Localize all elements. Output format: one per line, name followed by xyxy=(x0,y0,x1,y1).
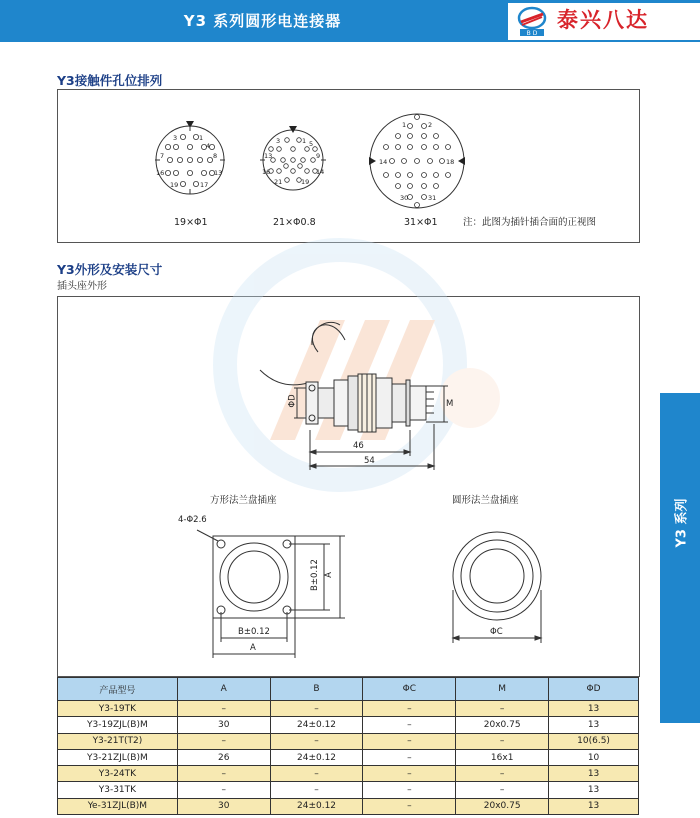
table-cell: 10(6.5) xyxy=(549,733,639,749)
pin-label: 7 xyxy=(160,152,165,160)
pin-label: 30 xyxy=(400,194,409,202)
round-flange-title: 圆形法兰盘插座 xyxy=(452,495,519,506)
table-cell: 30 xyxy=(177,717,270,733)
table-cell: 26 xyxy=(177,749,270,765)
pin-label: 4 xyxy=(206,142,211,150)
table-cell: – xyxy=(456,733,549,749)
table-cell: 24±0.12 xyxy=(270,717,363,733)
dim-m: M xyxy=(446,399,454,409)
dim-b-vertical: B±0.12 xyxy=(309,559,320,591)
header-a: A xyxy=(177,678,270,701)
table-cell: – xyxy=(177,782,270,798)
table-cell: Y3-19ZJL(B)M xyxy=(58,717,178,733)
dim-a-horizontal: A xyxy=(250,643,256,653)
header-b: B xyxy=(270,678,363,701)
table-cell: – xyxy=(270,701,363,717)
pin-label: 18 xyxy=(446,158,455,166)
table-cell: – xyxy=(177,701,270,717)
table-cell: 13 xyxy=(549,701,639,717)
diagram-caption-21: 21×Φ0.8 xyxy=(273,217,316,228)
pin-label: 5 xyxy=(309,140,314,148)
pin-label: 8 xyxy=(213,152,218,160)
table-cell: – xyxy=(270,733,363,749)
square-flange-view xyxy=(197,530,345,658)
page-title: Y3 系列圆形电连接器 xyxy=(183,12,342,30)
pin-label: 19 xyxy=(170,181,179,189)
header-m: M xyxy=(456,678,549,701)
table-cell: 30 xyxy=(177,798,270,814)
table-row xyxy=(58,717,639,733)
table-cell: – xyxy=(363,766,456,782)
dim-phi-c: ΦC xyxy=(490,627,503,637)
dim-a-vertical: A xyxy=(323,572,334,578)
pin-label: 21 xyxy=(274,178,283,186)
pin-label: 1 xyxy=(199,134,204,142)
diagram-caption-19: 19×Φ1 xyxy=(174,217,208,228)
table-cell: 24±0.12 xyxy=(270,798,363,814)
dim-length-54: 54 xyxy=(364,456,375,466)
table-cell: Y3-21T(T2) xyxy=(58,733,178,749)
table-cell: – xyxy=(363,749,456,765)
pin-label: 16 xyxy=(156,169,165,177)
table-cell: Y3-21ZJL(B)M xyxy=(58,749,178,765)
table-row xyxy=(58,782,639,798)
table-cell: – xyxy=(177,766,270,782)
table-cell: – xyxy=(270,782,363,798)
series-side-tab xyxy=(660,393,700,723)
table-cell: 20x0.75 xyxy=(456,798,549,814)
dimension-subtitle: 插头座外形 xyxy=(57,281,107,292)
pin-label: 14 xyxy=(379,158,388,166)
table-row xyxy=(58,798,639,814)
pin-label: 13 xyxy=(214,169,223,177)
square-flange-title: 方形法兰盘插座 xyxy=(210,495,277,506)
logo-letters: B D xyxy=(526,30,538,37)
table-cell: 13 xyxy=(549,798,639,814)
table-cell: – xyxy=(456,766,549,782)
pin-label: 14 xyxy=(316,168,325,176)
header-phi-d: ΦD xyxy=(549,678,639,701)
pin-label: 19 xyxy=(301,178,310,186)
view-note: 注：此图为插针插合面的正视图 xyxy=(463,217,597,228)
dim-b-horizontal: B±0.12 xyxy=(238,627,270,637)
pin-label: 13 xyxy=(264,152,273,160)
header-phi-c: ΦC xyxy=(363,678,456,701)
dim-length-46: 46 xyxy=(353,441,364,451)
dim-hole-label: 4-Φ2.6 xyxy=(178,515,207,525)
table-cell: 13 xyxy=(549,782,639,798)
pin-label: 31 xyxy=(428,194,437,202)
table-cell: – xyxy=(363,798,456,814)
pin-label: 9 xyxy=(316,152,321,160)
pin-label: 3 xyxy=(173,134,178,142)
brand-name: 泰兴八达 xyxy=(557,8,649,32)
table-cell: 13 xyxy=(549,717,639,733)
table-cell: – xyxy=(270,766,363,782)
table-cell: 16x1 xyxy=(456,749,549,765)
table-cell: 20x0.75 xyxy=(456,717,549,733)
table-row xyxy=(58,766,639,782)
dim-phi-d: ΦD xyxy=(287,394,298,408)
pin-label: 17 xyxy=(200,181,209,189)
table-cell: – xyxy=(363,733,456,749)
table-cell: – xyxy=(456,701,549,717)
table-cell: Y3-24TK xyxy=(58,766,178,782)
series-side-tab-label: Y3 系列 xyxy=(674,498,690,548)
table-cell: Y3-31TK xyxy=(58,782,178,798)
table-cell: 13 xyxy=(549,766,639,782)
diagram-caption-31: 31×Φ1 xyxy=(404,217,438,228)
table-cell: Ye-31ZJL(B)M xyxy=(58,798,178,814)
table-cell: – xyxy=(177,733,270,749)
table-cell: Y3-19TK xyxy=(58,701,178,717)
table-cell: – xyxy=(363,717,456,733)
dimension-section-title: Y3外形及安装尺寸 xyxy=(57,262,163,277)
table-cell: 24±0.12 xyxy=(270,749,363,765)
table-cell: 10 xyxy=(549,749,639,765)
spec-table xyxy=(57,677,639,815)
table-header-row xyxy=(58,678,639,701)
header-model: 产品型号 xyxy=(58,678,178,701)
table-row xyxy=(58,749,639,765)
pin-label: 2 xyxy=(428,121,433,129)
pin-label: 1 xyxy=(402,121,407,129)
pin-label: 16 xyxy=(262,168,271,176)
table-row xyxy=(58,733,639,749)
table-row xyxy=(58,701,639,717)
contact-section-title: Y3接触件孔位排列 xyxy=(57,73,163,88)
pin-label: 3 xyxy=(276,137,281,145)
table-cell: – xyxy=(363,782,456,798)
table-cell: – xyxy=(456,782,549,798)
pin-label: 1 xyxy=(302,137,307,145)
table-cell: – xyxy=(363,701,456,717)
